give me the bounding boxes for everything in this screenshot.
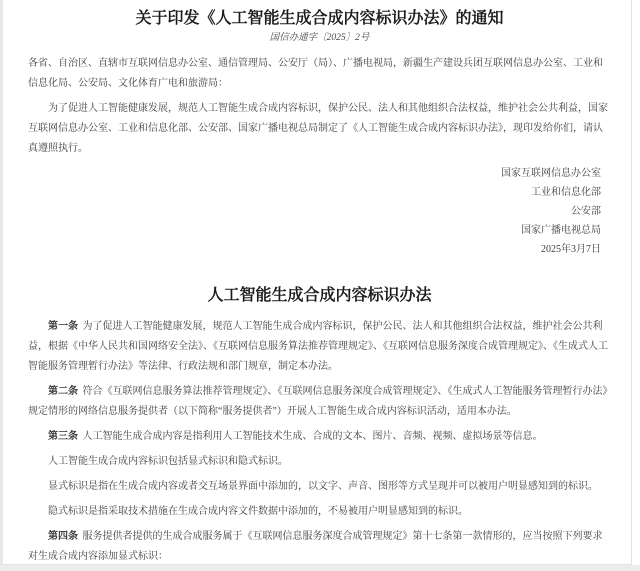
article-paragraph: [28, 502, 611, 522]
article-paragraph: [28, 527, 611, 565]
signature-date: 2025年3月7日: [541, 244, 601, 255]
article-text: 为了促进人工智能健康发展，规范人工智能生成合成内容标识，保护公民、法人和其他组织合法权益，维护社会公共利益，根据《中华人民共和国网络安全法》、《互联网信息服务算法推荐管理规定》、《互联网信息服务深度合成管理规定》、《生成式人工智能服务管理暂行办法》等法律、行政法规和部门规章，制定本办法。: [28, 321, 608, 372]
article-label: 第一条: [48, 321, 78, 332]
measures-title: 人工智能生成合成内容标识办法: [207, 287, 432, 304]
article-label: 第二条: [48, 386, 78, 397]
signatory: 国家广播电视总局: [521, 225, 601, 236]
signatory: 公安部: [571, 206, 601, 217]
article-paragraph: [28, 317, 611, 377]
article-paragraph: [28, 452, 611, 472]
article-text: 隐式标识是指采取技术措施在生成合成内容文件数据中添加的，不易被用户明显感知到的标识。: [48, 506, 468, 517]
notice-body-paragraph: 为了促进人工智能健康发展，规范人工智能生成合成内容标识，保护公民、法人和其他组织合法权益，维护社会公共利益，国家互联网信息办公室、工业和信息化部、公安部、国家广播电视总局制定了《人工智能生成合成内容标识办法》，现印发给你们，请认真遵照执行。: [28, 103, 608, 154]
article-paragraph: [28, 477, 611, 497]
notice-title: 关于印发《人工智能生成合成内容标识办法》的通知: [135, 10, 504, 27]
addressees-paragraph: 各省、自治区、直辖市互联网信息办公室、通信管理局、公安厅（局）、广播电视局，新疆生产建设兵团互联网信息办公室、工业和信息化局、公安局、文化体育广电和旅游局：: [28, 58, 603, 89]
page-gutter-bottom: [0, 565, 640, 571]
article-text: 人工智能生成合成内容标识包括显式标识和隐式标识。: [48, 456, 288, 467]
signatory: 工业和信息化部: [531, 187, 601, 198]
article-paragraph: [28, 382, 611, 422]
article-text: 显式标识是指在生成合成内容或者交互场景界面中添加的，以文字、声音、图形等方式呈现并可以被用户明显感知到的标识。: [48, 481, 598, 492]
signatory: 国家互联网信息办公室: [501, 168, 601, 179]
doc-number: 国信办通字〔2025〕2号: [269, 33, 370, 43]
article-text: 服务提供者提供的生成合成服务属于《互联网信息服务深度合成管理规定》第十七条第一款情形的，应当按照下列要求对生成合成内容添加显式标识：: [28, 531, 603, 562]
document-content: [3, 0, 631, 565]
article-text: 人工智能生成合成内容是指利用人工智能技术生成、合成的文本、图片、音频、视频、虚拟场景等信息。: [82, 431, 543, 442]
article-text: 符合《互联网信息服务算法推荐管理规定》、《互联网信息服务深度合成管理规定》、《生成式人工智能服务管理暂行办法》规定情形的网络信息服务提供者（以下简称“服务提供者”）开展人工智能生成合成内容标识活动，适用本办法。: [28, 386, 608, 417]
document-panel: [3, 0, 632, 565]
article-paragraph: [28, 427, 611, 447]
article-label: 第四条: [48, 531, 78, 542]
signature-block: [28, 164, 601, 259]
article-label: 第三条: [48, 431, 78, 442]
